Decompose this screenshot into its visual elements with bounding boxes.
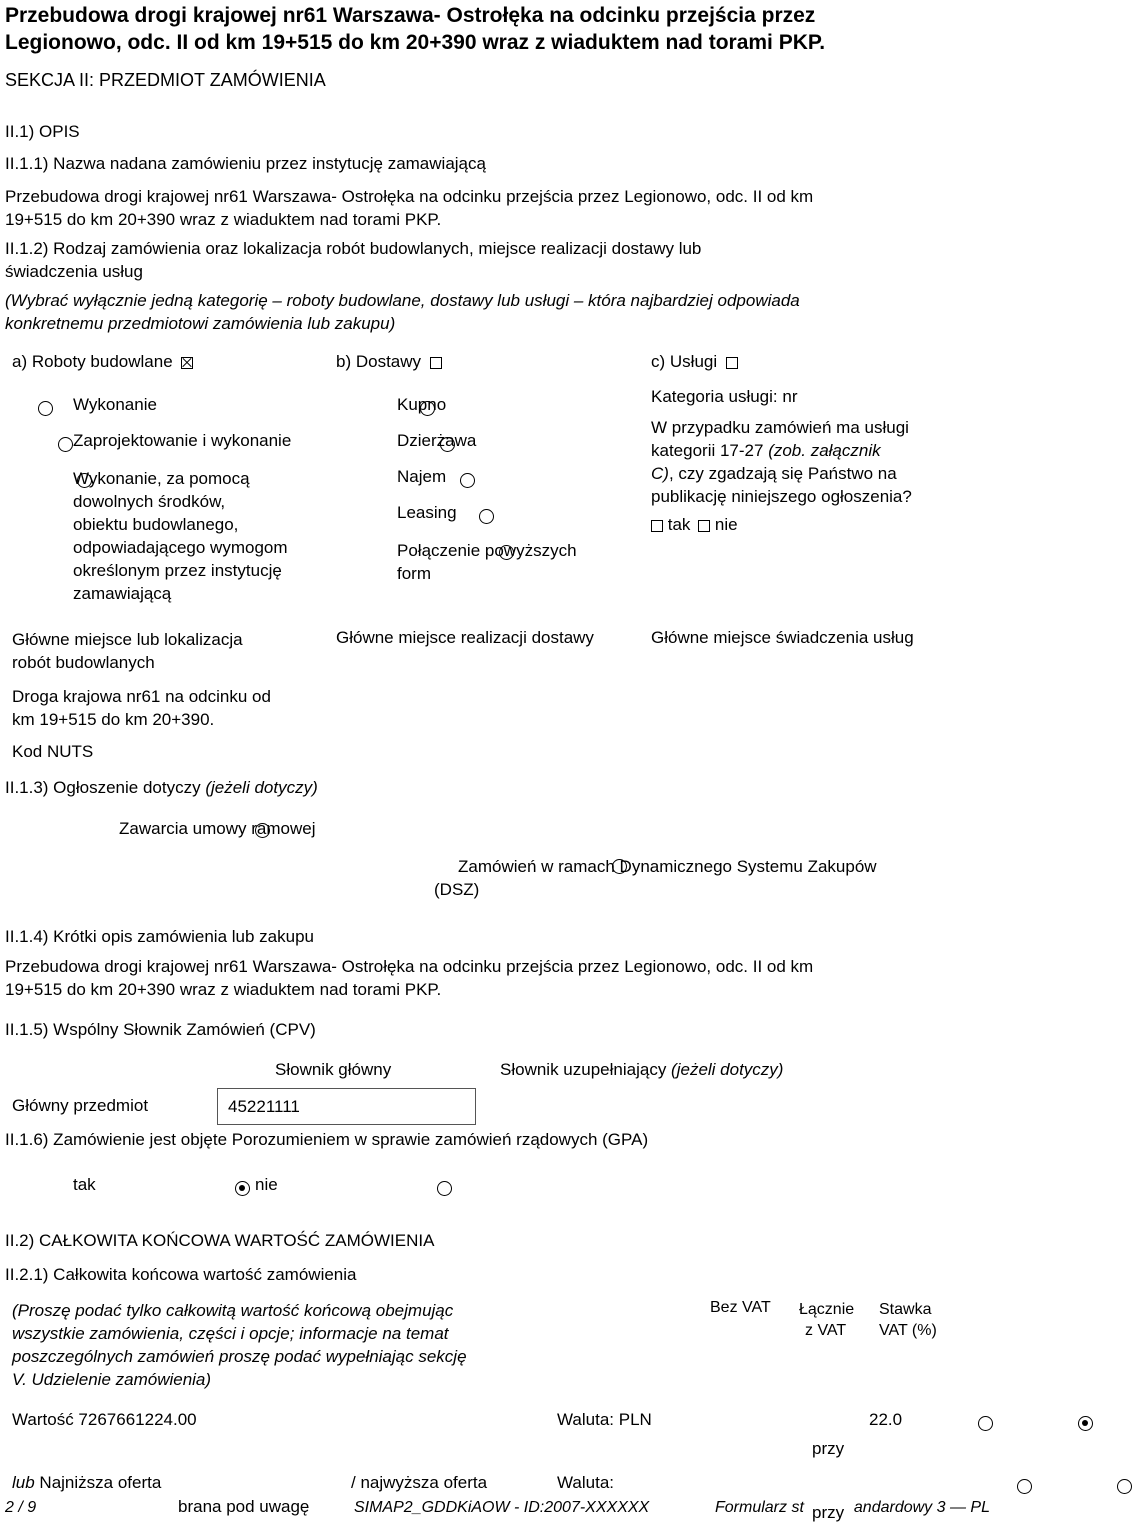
uslugi-question <box>651 416 912 508</box>
umowa-ramowa-label: Zawarcia umowy ramowej <box>119 819 316 838</box>
footer-page-number: 2 / 9 <box>5 1499 37 1516</box>
category-roboty <box>12 352 193 372</box>
notice-title <box>5 2 825 56</box>
brana-pod-uwage: brana pod uwagę <box>178 1497 310 1516</box>
wykonanie-srodki-line-3: obiektu budowlanego, <box>73 515 239 534</box>
stawka-vat-value: 22.0 <box>869 1410 903 1429</box>
przy-label: przy <box>812 1439 845 1458</box>
lokalizacja-value <box>12 685 271 731</box>
col-lacznie <box>799 1299 854 1341</box>
s221-note <box>12 1299 467 1391</box>
s112-line-1: II.1.2) Rodzaj zamówienia oraz lokalizacja robót budowlanych, miejsce realizacji dostawy lub <box>5 239 702 258</box>
lokalizacja-dostawy-heading: Główne miejsce realizacji dostawy <box>336 628 594 647</box>
opis-heading: II.1) OPIS <box>5 122 80 141</box>
waluta2-label: Waluta: <box>557 1473 615 1492</box>
najnizsza-oferta-row <box>12 1473 161 1493</box>
glowny-przedmiot-label: Główny przedmiot <box>12 1096 149 1115</box>
uslugi-checkbox[interactable] <box>726 357 738 369</box>
wykonanie-srodki-line-2: dowolnych środków, <box>73 492 226 511</box>
s111-line-1: Przebudowa drogi krajowej nr61 Warszawa- Ostrołęka na odcinku przejścia przez Legionowo, odc. II od km <box>5 187 814 206</box>
polaczenie-label <box>397 539 577 585</box>
col-stawka-line-1: Stawka <box>879 1301 932 1318</box>
col-lacznie-line-1: Łącznie <box>799 1301 855 1318</box>
title-line-1: Przebudowa drogi krajowej nr61 Warszawa- Ostrołęka na odcinku przejścia przez <box>5 4 816 27</box>
uslugi-q-l3a: C) <box>651 464 669 483</box>
bez-vat-radio[interactable] <box>978 1416 993 1431</box>
wykonanie-srodki-line-1: Wykonanie, za pomocą <box>73 469 250 488</box>
dostawy-checkbox[interactable] <box>430 357 442 369</box>
uslugi-question-line-1: W przypadku zamówień ma usługi <box>651 418 909 437</box>
s114-line-1: Przebudowa drogi krajowej nr61 Warszawa- Ostrołęka na odcinku przejścia przez Legionowo, odc. II od km <box>5 957 814 976</box>
category-dostawy <box>336 352 442 372</box>
uslugi-nie-label: nie <box>714 515 738 534</box>
wykonanie-srodki-line-5: określonym przez instytucję <box>73 561 282 580</box>
s221-heading: II.2.1) Całkowita końcowa wartość zamówienia <box>5 1265 357 1284</box>
s221-note-line-4: V. Udzielenie zamówienia) <box>12 1370 212 1389</box>
lokalizacja-roboty-line-1: Główne miejsce lub lokalizacja <box>12 630 243 649</box>
gpa-nie-label: nie <box>255 1175 278 1194</box>
category-uslugi-label: c) Usługi <box>651 352 718 371</box>
wykonanie-srodki-line-4: odpowiadającego wymogom <box>73 538 288 557</box>
s221-note-line-3: poszczególnych zamówień proszę podać wypełniając sekcję <box>12 1347 467 1366</box>
section-title: SEKCJA II: PRZEDMIOT ZAMÓWIENIA <box>5 70 326 90</box>
s221-note-line-2: wszystkie zamówienia, części i opcje; informacje na temat <box>12 1324 449 1343</box>
uslugi-q-l2b: (zob. załącznik <box>768 441 881 460</box>
s111-line-2: 19+515 do km 20+390 wraz z wiaduktem nad torami PKP. <box>5 210 442 229</box>
najem-radio[interactable] <box>460 473 475 488</box>
footer-form-name <box>715 1499 990 1517</box>
s112-heading <box>5 237 701 283</box>
lokalizacja-value-line-1: Droga krajowa nr61 na odcinku od <box>12 687 271 706</box>
roboty-checkbox[interactable] <box>181 357 193 369</box>
najem-label: Najem <box>397 467 447 486</box>
gpa-nie-radio[interactable] <box>437 1181 452 1196</box>
s116-heading: II.1.6) Zamówienie jest objęte Porozumieniem w sprawie zamówień rządowych (GPA) <box>5 1130 649 1149</box>
kod-nuts: Kod NUTS <box>12 742 94 761</box>
leasing-radio[interactable] <box>479 509 494 524</box>
uslugi-question-line-3 <box>651 462 912 485</box>
s111-heading: II.1.1) Nazwa nadana zamówieniu przez instytucję zamawiającą <box>5 154 486 173</box>
wykonanie-srodki-line-6: zamawiającą <box>73 584 172 603</box>
s221-note-line-1: (Proszę podać tylko całkowitą wartość końcową obejmując <box>12 1301 454 1320</box>
cpv-supp-title: Słownik uzupełniający <box>500 1060 672 1079</box>
polaczenie-line-1: Połączenie powyższych <box>397 541 577 560</box>
s112-note <box>5 289 800 335</box>
uslugi-q-l2a: kategorii 17-27 <box>651 441 769 460</box>
najnizsza-oferta-label: Najniższa oferta <box>34 1473 162 1492</box>
s111-value <box>5 185 813 231</box>
dsz-label <box>434 855 877 901</box>
uslugi-q-l3b: , czy zgadzają się Państwo na <box>668 464 897 483</box>
uslugi-publikacja-choice <box>651 515 738 535</box>
zaprojektowanie-label: Zaprojektowanie i wykonanie <box>73 431 292 450</box>
uslugi-tak-label: tak <box>667 515 691 534</box>
s113-heading <box>5 778 318 798</box>
s22-heading: II.2) CAŁKOWITA KOŃCOWA WARTOŚĆ ZAMÓWIENIA <box>5 1231 435 1250</box>
leasing-label: Leasing <box>397 503 457 522</box>
lokalizacja-roboty-line-2: robót budowlanych <box>12 653 155 672</box>
uslugi-question-line-4: publikację niniejszego ogłoszenia? <box>651 487 912 506</box>
col-stawka-line-2: VAT (%) <box>879 1322 937 1339</box>
dsz-line-1: Zamówień w ramach Dynamicznego Systemu Zakupów <box>458 857 877 876</box>
najwyzsza-oferta-label: / najwyższa oferta <box>351 1473 488 1492</box>
category-roboty-label: a) Roboty budowlane <box>12 352 173 371</box>
dsz-line-2: (DSZ) <box>434 880 480 899</box>
dzierzawa-label: Dzierżawa <box>397 431 477 450</box>
footer-form-id: SIMAP2_GDDKiAOW - ID:2007-XXXXXX <box>354 1499 650 1516</box>
lacznie-vat-radio[interactable] <box>1078 1416 1093 1431</box>
cpv-supp-note: (jeżeli dotyczy) <box>671 1060 784 1079</box>
s113-title: II.1.3) Ogłoszenie dotyczy <box>5 778 206 797</box>
uslugi-nie-checkbox[interactable] <box>698 520 710 532</box>
oferta-lacznie-vat-radio[interactable] <box>1117 1479 1132 1494</box>
wykonanie-label: Wykonanie <box>73 395 157 414</box>
uslugi-question-line-2 <box>651 439 912 462</box>
s114-heading: II.1.4) Krótki opis zamówienia lub zakupu <box>5 927 314 946</box>
s114-value <box>5 955 813 1001</box>
wykonanie-srodki-label <box>73 467 288 605</box>
oferta-bez-vat-radio[interactable] <box>1017 1479 1032 1494</box>
wykonanie-radio[interactable] <box>38 401 53 416</box>
uslugi-tak-checkbox[interactable] <box>651 520 663 532</box>
category-uslugi <box>651 352 738 372</box>
kategoria-uslugi: Kategoria usługi: nr <box>651 387 798 406</box>
cpv-main-header: Słownik główny <box>275 1060 392 1079</box>
s112-note-line-1: (Wybrać wyłącznie jedną kategorię – roboty budowlane, dostawy lub usługi – która najbardziej odpowiada <box>5 291 800 310</box>
cpv-supp-header <box>500 1060 783 1080</box>
lokalizacja-roboty-heading <box>12 628 243 674</box>
lub-label: lub <box>12 1473 35 1492</box>
przy2-label: przy <box>812 1503 845 1522</box>
gpa-tak-label: tak <box>73 1175 96 1194</box>
lokalizacja-value-line-2: km 19+515 do km 20+390. <box>12 710 215 729</box>
s114-line-2: 19+515 do km 20+390 wraz z wiaduktem nad torami PKP. <box>5 980 442 999</box>
waluta-pln: Waluta: PLN <box>557 1410 652 1429</box>
footer-form-name-a: Formularz st <box>715 1499 804 1516</box>
s112-note-line-2: konkretnemu przedmiotowi zamówienia lub zakupu) <box>5 314 396 333</box>
wartosc-value: Wartość 7267661224.00 <box>12 1410 197 1429</box>
category-dostawy-label: b) Dostawy <box>336 352 422 371</box>
col-bez-vat: Bez VAT <box>710 1299 771 1316</box>
gpa-tak-radio[interactable] <box>235 1181 250 1196</box>
zaprojektowanie-radio[interactable] <box>58 437 73 452</box>
title-line-2: Legionowo, odc. II od km 19+515 do km 20+390 wraz z wiaduktem nad torami PKP. <box>5 31 826 54</box>
s115-heading: II.1.5) Wspólny Słownik Zamówień (CPV) <box>5 1020 316 1039</box>
footer-form-name-b: andardowy 3 — PL <box>853 1499 990 1516</box>
col-lacznie-line-2: z VAT <box>805 1322 847 1339</box>
s113-title-note: (jeżeli dotyczy) <box>205 778 318 797</box>
kupno-label: Kupno <box>397 395 447 414</box>
col-stawka <box>879 1299 937 1341</box>
cpv-code-field: 45221111 <box>217 1088 476 1125</box>
lokalizacja-uslugi-heading: Główne miejsce świadczenia usług <box>651 628 914 647</box>
s112-line-2: świadczenia usług <box>5 262 143 281</box>
polaczenie-line-2: form <box>397 564 431 583</box>
